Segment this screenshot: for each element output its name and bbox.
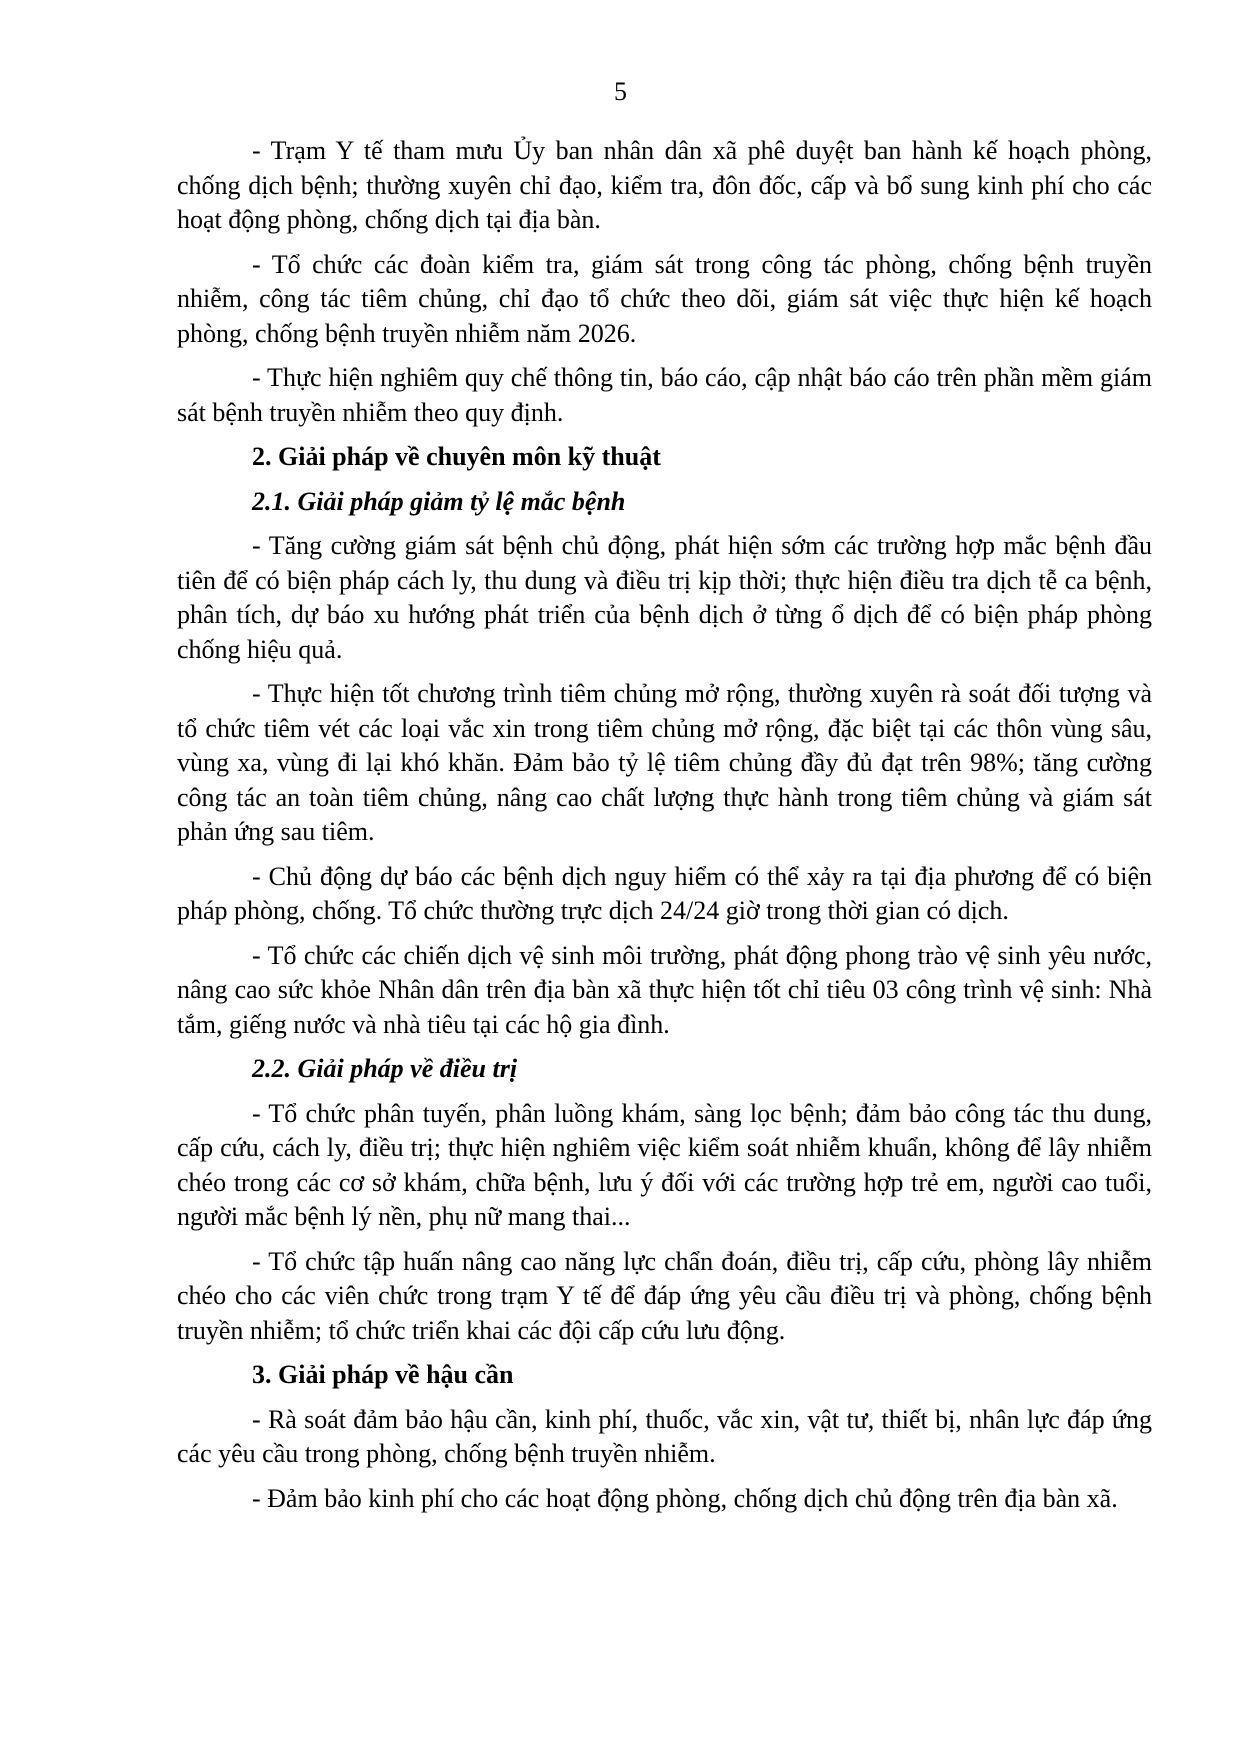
paragraph: - Tổ chức phân tuyến, phân luồng khám, sàng lọc bệnh; đảm bảo công tác thu dung, cấp cứu, cách ly, điều trị; thực hiện nghiêm việc kiểm soát nhiễm khuẩn, không để lây nhiễm chéo trong các cơ sở khám, chữa bệnh, lưu ý đối với các trường hợp trẻ em, người cao tuổi, người mắc bệnh lý nền, phụ nữ mang thai... (177, 1098, 1152, 1231)
paragraph: - Trạm Y tế tham mưu Ủy ban nhân dân xã phê duyệt ban hành kế hoạch phòng, chống dịch bệnh; thường xuyên chỉ đạo, kiểm tra, đôn đốc, cấp và bổ sung kinh phí cho các hoạt động phòng, chống dịch tại địa bàn. (177, 136, 1152, 234)
paragraph: - Tăng cường giám sát bệnh chủ động, phát hiện sớm các trường hợp mắc bệnh đầu tiên để có biện pháp cách ly, thu dung và điều trị kịp thời; thực hiện điều tra dịch tễ ca bệnh, phân tích, dự báo xu hướng phát triển của bệnh dịch ở từng ổ dịch để có biện pháp phòng chống hiệu quả. (177, 531, 1152, 664)
subsection-heading: 2.1. Giải pháp giảm tỷ lệ mắc bệnh (252, 486, 626, 516)
paragraph: - Đảm bảo kinh phí cho các hoạt động phòng, chống dịch chủ động trên địa bàn xã. (252, 1483, 1118, 1513)
section-heading: 3. Giải pháp về hậu cần (252, 1360, 514, 1389)
document-body (177, 134, 1152, 1526)
paragraph: - Tổ chức tập huấn nâng cao năng lực chẩn đoán, điều trị, cấp cứu, phòng lây nhiễm chéo cho các viên chức trong trạm Y tế để đáp ứng yêu cầu điều trị và phòng, chống bệnh truyền nhiễm; tổ chức triển khai các đội cấp cứu lưu động. (177, 1246, 1152, 1345)
paragraph: - Chủ động dự báo các bệnh dịch nguy hiểm có thể xảy ra tại địa phương để có biện pháp phòng, chống. Tổ chức thường trực dịch 24/24 giờ trong thời gian có dịch. (177, 861, 1152, 925)
paragraph: - Thực hiện nghiêm quy chế thông tin, báo cáo, cập nhật báo cáo trên phần mềm giám sát bệnh truyền nhiễm theo quy định. (177, 363, 1152, 427)
paragraph: - Tổ chức các đoàn kiểm tra, giám sát trong công tác phòng, chống bệnh truyền nhiễm, công tác tiêm chủng, chỉ đạo tổ chức theo dõi, giám sát việc thực hiện kế hoạch phòng, chống bệnh truyền nhiễm năm 2026. (177, 249, 1152, 348)
paragraph: - Thực hiện tốt chương trình tiêm chủng mở rộng, thường xuyên rà soát đối tượng và tổ chức tiêm vét các loại vắc xin trong tiêm chủng mở rộng, đặc biệt tại các thôn vùng sâu, vùng xa, vùng đi lại khó khăn. Đảm bảo tỷ lệ tiêm chủng đầy đủ đạt trên 98%; tăng cường công tác an toàn tiêm chủng, nâng cao chất lượng thực hành trong tiêm chủng và giám sát phản ứng sau tiêm. (177, 679, 1152, 846)
paragraph: - Rà soát đảm bảo hậu cần, kinh phí, thuốc, vắc xin, vật tư, thiết bị, nhân lực đáp ứng các yêu cầu trong phòng, chống bệnh truyền nhiễm. (177, 1404, 1152, 1468)
page-number: 5 (614, 77, 627, 106)
subsection-heading: 2.2. Giải pháp về điều trị (252, 1054, 518, 1083)
paragraph: - Tổ chức các chiến dịch vệ sinh môi trường, phát động phong trào vệ sinh yêu nước, nâng cao sức khỏe Nhân dân trên địa bàn xã thực hiện tốt chỉ tiêu 03 công trình vệ sinh: Nhà tắm, giếng nước và nhà tiêu tại các hộ gia đình. (177, 940, 1152, 1039)
section-heading: 2. Giải pháp về chuyên môn kỹ thuật (252, 442, 661, 471)
